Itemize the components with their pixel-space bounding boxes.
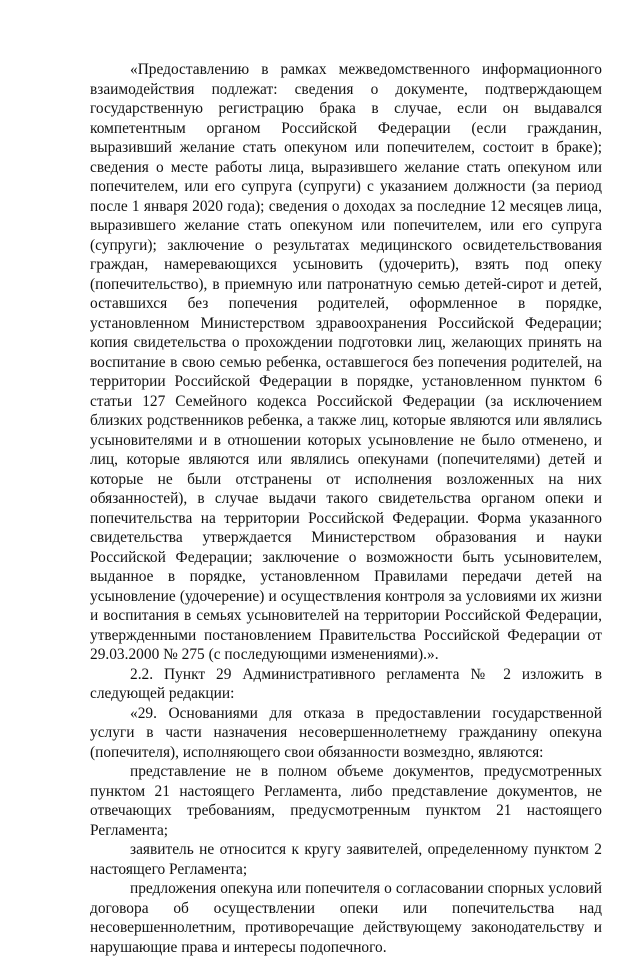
paragraph-guardian-proposals: предложения опекуна или попечителя о согласовании спорных условий договора об осуществлении опеки или попечительства над несовершеннолетним, противоречащие действующему законодательству и нарушающие права и интересы подопечного.	[90, 880, 602, 956]
paragraph-interagency-info: «Предоставлению в рамках межведомственного информационного взаимодействия подлежат: сведения о документе, подтверждающем государственную регистрацию брака в случае, если он выдавался компетентным органом Российской Федерации (если гражданин, выразивший желание стать опекуном или попечителем, состоит в браке); сведения о месте работы лица, выразившего желание стать опекуном или попечителем, или его супруга (супруги) с указанием должности (за период после 1 января 2020 года); сведения о доходах за последние 12 месяцев лица, выразившего желание стать опекуном или попечителем, или его супруга (супруги); заключение о результатах медицинского освидетельствования граждан, намеревающихся усыновить (удочерить), взять под опеку (попечительство), в приемную или патронатную семью детей-сирот и детей, оставшихся без попечения родителей, оформленное в порядке, установленном Министерством здравоохранения Российской Федерации; копия свидетельства о прохождении подготовки лиц, желающих принять на воспитание в свою семью ребенка, оставшегося без попечения родителей, на территории Российской Федерации в порядке, установленном пунктом 6 статьи 127 Семейного кодекса Российской Федерации (за исключением близких родственников ребенка, а также лиц, которые являются или являлись усыновителями и в отношении которых усыновление не было отменено, и лиц, которые являются или являлись опекунами (попечителями) детей и которые не были отстранены от исполнения возложенных на них обязанностей), в случае выдачи такого свидетельства органом опеки и попечительства на территории Российской Федерации. Форма указанного свидетельства утверждается Министерством образования и науки Российской Федерации; заключение о возможности быть усыновителем, выданное в порядке, установленном Правилами передачи детей на усыновление (удочерение) и осуществления контроля за условиями их жизни и воспитания в семьях усыновителей на территории Российской Федерации, утвержденными постановлением Правительства Российской Федерации от 29.03.2000 № 275 (с последующими изменениями).».	[90, 61, 602, 663]
document-page	[90, 60, 602, 957]
paragraph-applicant-not-eligible: заявитель не относится к кругу заявителей, определенному пунктом 2 настоящего Регламента;	[90, 841, 602, 878]
paragraph-point-29: «29. Основаниями для отказа в предоставлении государственной услуги в части назначения несовершеннолетнему гражданину опекуна (попечителя), исполняющего свои обязанности возмездно, являются:	[90, 704, 602, 761]
paragraph-clause-2-2: 2.2. Пункт 29 Административного регламента № 2 изложить в следующей редакции:	[90, 665, 602, 702]
paragraph-incomplete-documents: представление не в полном объеме документов, предусмотренных пунктом 21 настоящего Регламента, либо представление документов, не отвечающих требованиям, предусмотренным пунктом 21 настоящего Регламента;	[90, 763, 602, 839]
